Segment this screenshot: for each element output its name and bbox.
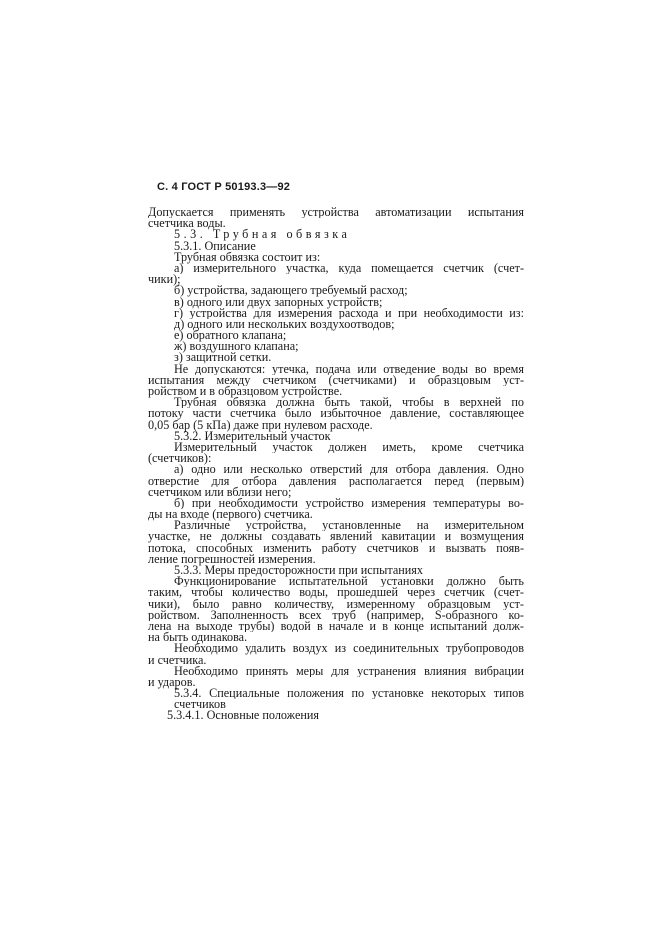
list-item: а) одно или несколько отверстий для отбора давления. Одно [174,464,524,476]
list-item: е) обратного клапана; [174,328,287,343]
text-line: чики); [148,272,181,287]
subsection-heading: 5.3.4. Специальные положения по установке некоторых типов [174,688,524,700]
list-item: в) одного или двух запорных устройств; [174,294,383,309]
text-line: 0,05 бар (5 кПа) даже при нулевом расходе. [148,417,373,432]
subsection-heading: 5.3.2. Измерительный участок [174,428,331,443]
text-line: (счетчиков): [148,451,212,466]
text-line: Допускается применять устройства автоматизации испытания [148,207,524,219]
text-line: Функционирование испытательной установки должно быть [174,576,524,588]
list-item: ж) воздушного клапана; [174,339,299,354]
text-line: Необходимо принять меры для устранения влияния вибрации [174,665,524,677]
list-item: б) при необходимости устройство измерения температуры во- [174,497,524,510]
text-line: таким, чтобы количество воды, прошедшей через счетчик (счет- [148,587,524,599]
text-line: и ударов. [148,674,196,689]
text-line: Измерительный участок должен иметь, кроме счетчика [174,441,524,454]
text-line: и счетчика. [148,652,207,667]
text-line: ройством. Заполненность всех труб (например, S-образного ко- [148,609,524,621]
list-item: з) защитной сетки. [174,350,272,365]
text-line: отверстие для отбора давления располагается перед (первым) [148,475,524,487]
text-line: потока, способных изменить работу счетчиков и вызвать появ- [148,542,524,554]
text-line: испытания между счетчиком (счетчиками) и образцовым уст- [148,374,524,386]
list-item: д) одного или нескольких воздухоотводов; [174,316,395,331]
section-heading: 5.3. Трубная обвязка [174,227,351,242]
subsection-heading: 5.3.1. Описание [174,238,256,253]
subsection-heading: 5.3.3. Меры предосторожности при испытаниях [174,563,423,577]
text-line: Необходимо удалить воздух из соединительных трубопроводов [174,643,524,655]
text-line: Трубная обвязка должна быть такой, чтобы в верхней по [174,397,524,409]
text-line: ление погрешностей измерения. [148,551,316,566]
subsection-heading: 5.3.4.1. Основные положения [167,708,320,723]
text-line: ды на входе (первого) счетчика. [148,507,313,522]
text-line: участке, не должны создавать явлений кавитации и возмущения [148,531,524,543]
body-text [148,207,524,722]
text-line: счетчиком или вблизи него; [148,484,292,499]
text-line: Не допускаются: утечка, подача или отведение воды во время [174,363,524,375]
list-item: б) устройства, задающего требуемый расход; [174,283,408,298]
text-line: счетчиков [174,697,226,712]
text-line: на быть одинакова. [148,630,248,645]
text-line: лена на выходе трубы) водой в начале и в конце испытаний долж- [148,620,524,633]
text-line: чики), было равно количеству, измеренному образцовым уст- [148,598,524,610]
list-item: г) устройства для измерения расхода и при необходимости из: [174,307,524,319]
page-header: С. 4 ГОСТ Р 50193.3—92 [157,181,291,193]
text-line: Различные устройства, установленные на измерительном [174,520,524,532]
text-line: Трубная обвязка состоит из: [174,249,321,264]
text-line: ройством и в образцовом устройстве. [148,384,343,398]
text-line: потоку части счетчика было избыточное давление, составляющее [148,408,524,420]
text-line: счетчика воды. [148,216,226,231]
list-item: а) измерительного участка, куда помещается счетчик (счет- [174,262,524,275]
